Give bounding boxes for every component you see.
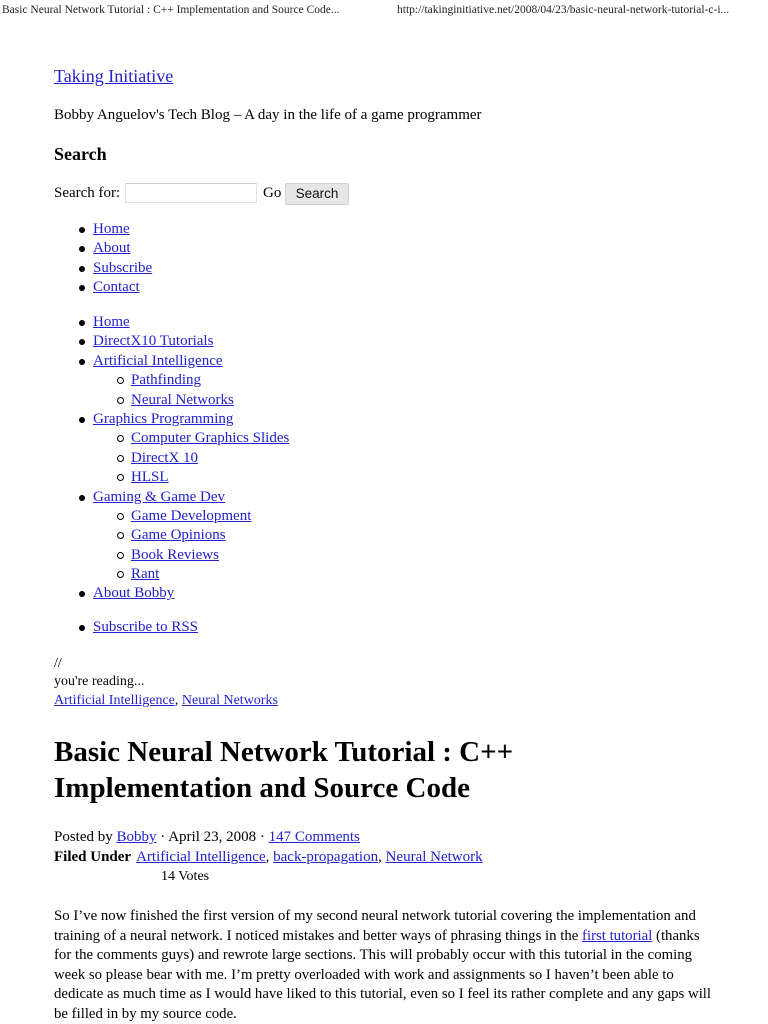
circle-bullet-icon xyxy=(117,455,124,462)
filed-under-label: Filed Under xyxy=(54,849,132,865)
search-button[interactable]: Search xyxy=(285,183,349,205)
search-input[interactable] xyxy=(125,183,257,203)
bullet-icon xyxy=(79,266,85,272)
circle-bullet-icon xyxy=(117,474,124,481)
posted-by-label: Posted by xyxy=(54,829,117,845)
top-nav-link-subscribe[interactable]: Subscribe xyxy=(93,259,153,276)
first-tutorial-link[interactable]: first tutorial xyxy=(582,927,653,944)
post-body-text: (thanks for the comments guys) and rewrote large sections. This will probably occur with this tutorial in the coming week so please bear with me. I’m pretty overloaded with work and assignments so I haven’t been able to dedicate as much time as I would have liked to this tutorial, even so I feel its rather complete and any gaps will be filled in by my source code. xyxy=(54,927,712,1022)
reading-category-separator: , xyxy=(174,693,182,708)
bullet-icon xyxy=(79,625,85,631)
nav-link-artificial-intelligence[interactable]: Artificial Intelligence xyxy=(93,352,223,369)
nav-link-book-reviews[interactable]: Book Reviews xyxy=(131,546,219,563)
nav-item-neural-networks xyxy=(54,391,289,410)
nav-link-gaming-game-dev[interactable]: Gaming & Game Dev xyxy=(93,488,226,505)
nav-link-neural-networks[interactable]: Neural Networks xyxy=(131,391,234,408)
nav-item-graphics-programming xyxy=(54,410,289,429)
nav-link-directx-10[interactable]: DirectX 10 xyxy=(131,449,199,466)
top-nav-item-subscribe xyxy=(54,259,152,278)
nav-item-directx10-tutorials xyxy=(54,332,289,351)
nav-link-graphics-programming[interactable]: Graphics Programming xyxy=(93,410,234,427)
post-meta xyxy=(54,829,360,846)
top-nav-link-home[interactable]: Home xyxy=(93,221,130,237)
nav-link-game-development[interactable]: Game Development xyxy=(131,507,252,524)
print-header-url: http://takinginitiative.net/2008/04/23/basic-neural-network-tutorial-c-i... xyxy=(397,4,730,16)
print-header xyxy=(0,0,768,18)
post-date: · April 23, 2008 · xyxy=(156,829,269,845)
site-tagline: Bobby Anguelov's Tech Blog – A day in the life of a game programmer xyxy=(54,107,482,123)
bullet-icon xyxy=(79,320,85,326)
reading-category-ai-link[interactable]: Artificial Intelligence xyxy=(54,693,175,708)
nav-item-gaming-game-dev xyxy=(54,488,289,507)
nav-item-directx-10 xyxy=(54,449,289,468)
nav-item-hlsl xyxy=(54,468,289,487)
category-nav xyxy=(54,313,289,604)
print-header-title: Basic Neural Network Tutorial : C++ Implementation and Source Code... xyxy=(2,4,340,16)
reading-category-nn-link[interactable]: Neural Networks xyxy=(181,693,278,708)
site-title-link[interactable]: Taking Initiative xyxy=(54,66,174,86)
rss-nav xyxy=(54,618,198,637)
circle-bullet-icon xyxy=(117,532,124,539)
tag-separator: , xyxy=(378,849,386,865)
tag-link-ai[interactable]: Artificial Intelligence xyxy=(136,849,266,865)
nav-link-home[interactable]: Home xyxy=(93,314,130,330)
post-body-paragraph xyxy=(54,907,714,1024)
subscribe-rss-link[interactable]: Subscribe to RSS xyxy=(93,619,199,635)
nav-item-home xyxy=(54,313,289,332)
nav-link-rant[interactable]: Rant xyxy=(131,566,160,583)
top-nav-link-about[interactable]: About xyxy=(93,240,131,257)
top-nav-item-contact xyxy=(54,278,152,297)
nav-item-game-development xyxy=(54,507,289,526)
top-nav-item-home xyxy=(54,220,152,239)
circle-bullet-icon xyxy=(117,377,124,384)
circle-bullet-icon xyxy=(117,397,124,404)
nav-item-game-opinions xyxy=(54,526,289,545)
bullet-icon xyxy=(79,227,85,233)
tag-link-neural-network[interactable]: Neural Network xyxy=(385,849,483,865)
votes-count: 14 Votes xyxy=(161,869,210,884)
bullet-icon xyxy=(79,339,85,345)
circle-bullet-icon xyxy=(117,552,124,559)
nav-link-about-bobby[interactable]: About Bobby xyxy=(93,585,175,602)
bullet-icon xyxy=(79,417,85,423)
comments-link[interactable]: 147 Comments xyxy=(268,829,360,845)
bullet-icon xyxy=(79,285,85,291)
separator-slashes: // xyxy=(54,656,62,671)
nav-item-pathfinding xyxy=(54,371,289,390)
post-body-text: So I’ve now finished the first version of my second neural network tutorial covering the implementation and training of a neural network. I noticed mistakes and better ways of phrasing things in the xyxy=(54,908,696,944)
tag-link-back-propagation[interactable]: back-propagation xyxy=(273,849,379,865)
nav-link-directx10-tutorials[interactable]: DirectX10 Tutorials xyxy=(93,333,214,350)
post-tags xyxy=(54,849,483,866)
top-nav-link-contact[interactable]: Contact xyxy=(93,279,140,296)
circle-bullet-icon xyxy=(117,435,124,442)
circle-bullet-icon xyxy=(117,571,124,578)
nav-item-computer-graphics-slides xyxy=(54,429,289,448)
nav-item-rant xyxy=(54,565,289,584)
nav-item-book-reviews xyxy=(54,546,289,565)
post-title: Basic Neural Network Tutorial : C++ Implementation and Source Code xyxy=(54,736,514,804)
nav-link-hlsl[interactable]: HLSL xyxy=(131,469,169,486)
search-go-label: Go xyxy=(263,185,282,201)
nav-item-subscribe-rss xyxy=(54,618,198,637)
reading-label: you're reading... xyxy=(54,674,145,689)
bullet-icon xyxy=(79,246,85,252)
search-label: Search for: xyxy=(54,185,121,201)
bullet-icon xyxy=(79,359,85,365)
tag-separator: , xyxy=(265,849,274,865)
nav-item-about-bobby xyxy=(54,584,289,603)
reading-categories xyxy=(54,693,278,709)
nav-link-pathfinding[interactable]: Pathfinding xyxy=(131,372,201,389)
bullet-icon xyxy=(79,591,85,597)
top-nav-item-about xyxy=(54,239,152,258)
search-heading: Search xyxy=(54,144,107,164)
nav-link-computer-graphics-slides[interactable]: Computer Graphics Slides xyxy=(131,430,290,447)
top-nav xyxy=(54,220,152,298)
nav-link-game-opinions[interactable]: Game Opinions xyxy=(131,527,226,544)
nav-item-artificial-intelligence xyxy=(54,352,289,371)
bullet-icon xyxy=(79,495,85,501)
author-link[interactable]: Bobby xyxy=(116,829,157,845)
circle-bullet-icon xyxy=(117,513,124,520)
